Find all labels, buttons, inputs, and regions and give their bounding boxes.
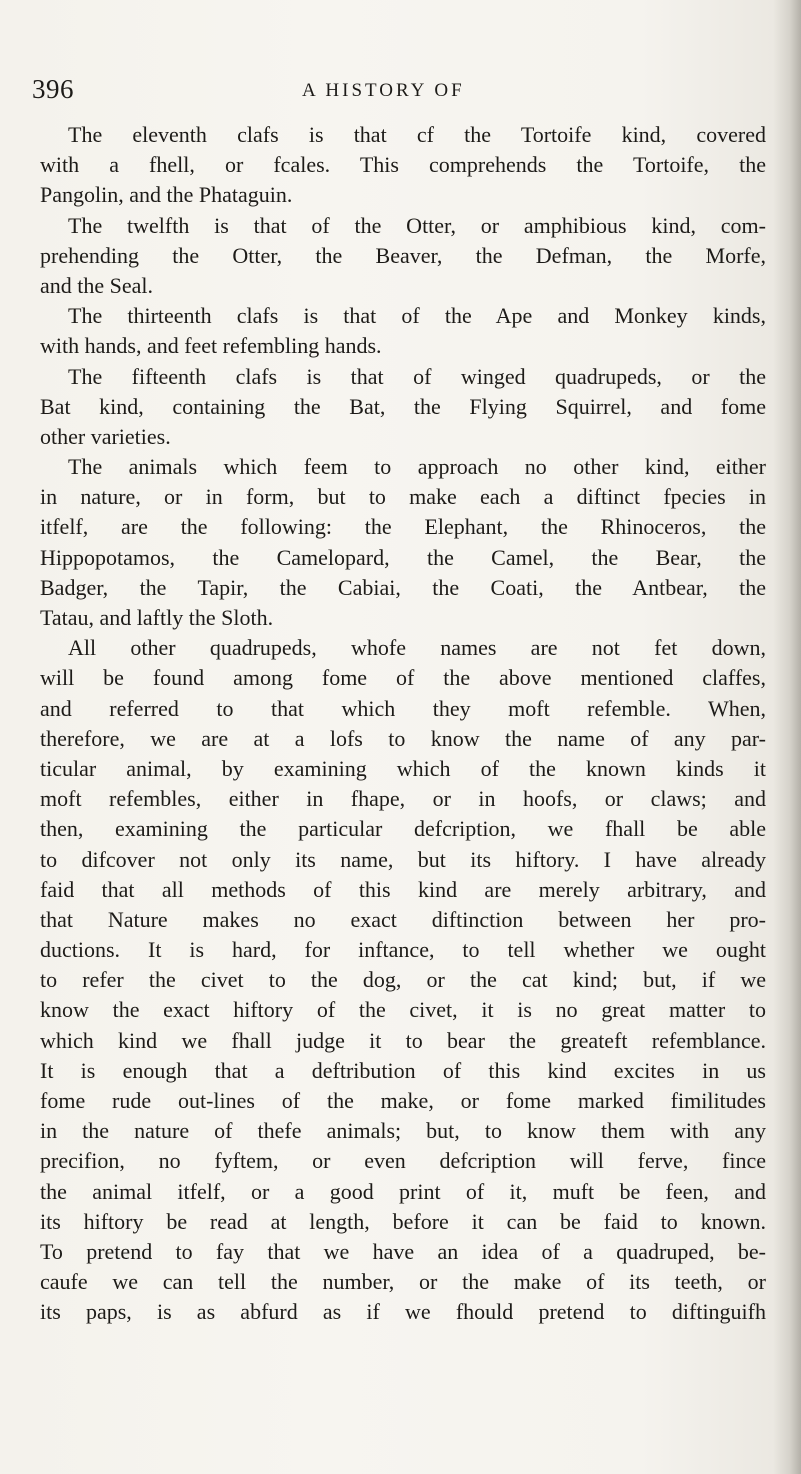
text-line: know the exact hiftory of the civet, it is no great matter to <box>40 997 766 1023</box>
text-line: precifion, no fyftem, or even defcription will ferve, fince <box>40 1148 766 1174</box>
text-line: All other quadrupeds, whofe names are not fet down, <box>68 635 766 661</box>
text-line: faid that all methods of this kind are merely arbitrary, and <box>40 876 766 902</box>
page-edge-shadow <box>773 0 801 1474</box>
text-line: to refer the civet to the dog, or the cat kind; but, if we <box>40 967 766 993</box>
running-title: A HISTORY OF <box>302 80 465 101</box>
text-line: The twelfth is that of the Otter, or amphibious kind, com- <box>68 212 766 238</box>
text-line: itfelf, are the following: the Elephant, the Rhinoceros, the <box>40 514 766 540</box>
text-line: and referred to that which they moft refemble. When, <box>40 695 766 721</box>
text-line: with a fhell, or fcales. This comprehends the Tortoife, the <box>40 152 766 178</box>
text-line: and the Seal. <box>40 272 154 298</box>
text-line: the animal itfelf, or a good print of it, muft be feen, and <box>40 1178 766 1204</box>
text-line: prehending the Otter, the Beaver, the Defman, the Morfe, <box>40 242 766 268</box>
text-line: It is enough that a deftribution of this kind excites in us <box>40 1057 766 1083</box>
text-line: Tatau, and laftly the Sloth. <box>40 605 274 630</box>
text-line: to difcover not only its name, but its hiftory. I have already <box>40 846 766 872</box>
page-number: 396 <box>32 74 74 104</box>
text-line: will be found among fome of the above mentioned claffes, <box>40 665 766 691</box>
text-line: its paps, is as abfurd as if we fhould pretend to diftinguifh <box>40 1299 766 1325</box>
text-line: which kind we fhall judge it to bear the greateft refemblance. <box>40 1027 766 1053</box>
text-line: The eleventh clafs is that cf the Tortoife kind, covered <box>68 122 766 147</box>
text-line: ticular animal, by examining which of the known kinds it <box>40 755 766 781</box>
text-line: The thirteenth clafs is that of the Ape and Monkey kinds, <box>68 303 766 329</box>
text-line: Badger, the Tapir, the Cabiai, the Coati, the Antbear, the <box>40 574 766 600</box>
text-line: Bat kind, containing the Bat, the Flying Squirrel, and fome <box>40 393 766 419</box>
text-line: other varieties. <box>40 423 171 449</box>
text-line: fome rude out-lines of the make, or fome marked fimilitudes <box>40 1088 766 1113</box>
text-line: ductions. It is hard, for inftance, to tell whether we ought <box>40 937 766 963</box>
text-line: then, examining the particular defcription, we fhall be able <box>40 816 766 842</box>
text-line: The animals which feem to approach no other kind, either <box>68 454 766 480</box>
text-line: that Nature makes no exact diftinction between her pro- <box>40 906 766 932</box>
text-line: To pretend to fay that we have an idea of a quadruped, be- <box>40 1238 766 1264</box>
text-line: caufe we can tell the number, or the make of its teeth, or <box>40 1269 766 1295</box>
text-line: its hiftory be read at length, before it can be faid to known. <box>40 1208 766 1234</box>
text-line: Hippopotamos, the Camelopard, the Camel, the Bear, the <box>40 544 766 570</box>
running-head <box>32 74 752 114</box>
text-line: in nature, or in form, but to make each a diftinct fpecies in <box>40 484 766 510</box>
text-line: Pangolin, and the Phataguin. <box>40 182 293 208</box>
text-line: The fifteenth clafs is that of winged quadrupeds, or the <box>68 363 766 389</box>
text-line: with hands, and feet refembling hands. <box>40 333 382 359</box>
text-line: moft refembles, either in fhape, or in hoofs, or claws; and <box>40 786 766 812</box>
text-line: therefore, we are at a lofs to know the name of any par- <box>40 725 766 751</box>
text-line: in the nature of thefe animals; but, to know them with any <box>40 1118 766 1144</box>
body-text <box>40 120 766 1328</box>
